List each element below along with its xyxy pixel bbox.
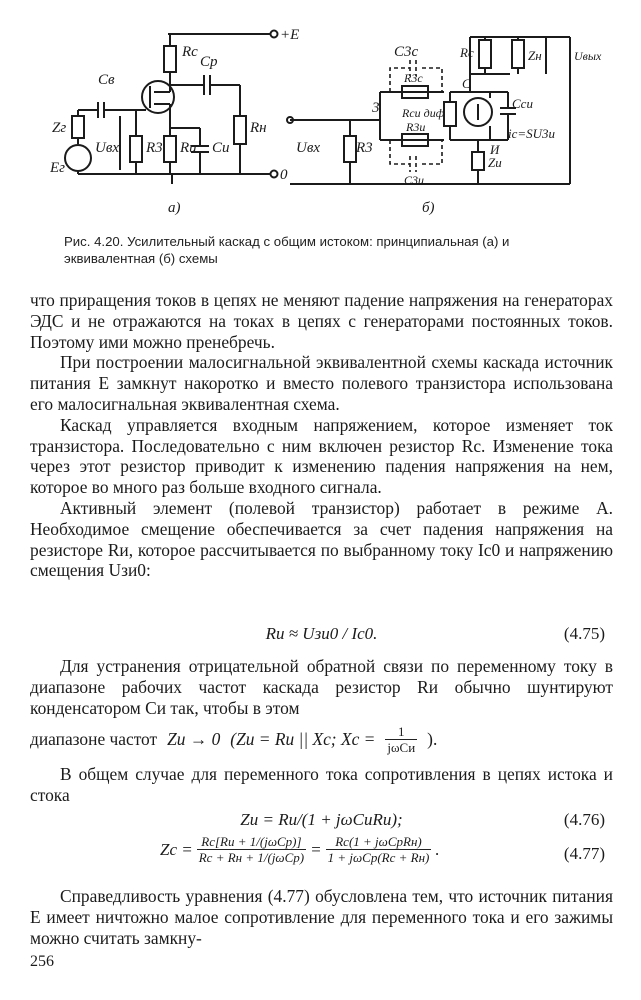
- eq-4-76-body: Zи = Rи/(1 + jωCиRи);: [240, 810, 403, 829]
- eq-4-77-f2-bot: 1 + jωCр(Rс + Rн): [327, 850, 430, 865]
- text-block-3: [30, 764, 613, 806]
- paragraph-2: При построении малосигнальной эквивалентной схемы каскада источник питания E замкнут накоротко и вместо полевого транзистора использована его малосигнальная эквивалентная схема.: [30, 352, 613, 414]
- equation-4-75: [30, 624, 613, 648]
- bypass-frac-bot: jωCи: [387, 740, 416, 755]
- label-plus-e: +E: [280, 27, 300, 43]
- paragraph-3: Каскад управляется входным напряжением, которое изменяет ток транзистора. Последовательно с ним включен резистор Rс. Изменение тока через этот резистор приводит к изменению падения напряжения на нем, которое во много раз больше входного сигнала.: [30, 414, 613, 498]
- caption-text: Рис. 4.20. Усилительный каскад с общим истоком: принципиальная (а) и эквивалентная (б) схемы: [64, 234, 510, 266]
- label-ri: Rи: [180, 140, 197, 156]
- label-zn: Zн: [528, 48, 542, 63]
- circuit-figure: [50, 12, 620, 217]
- text-block-4: [30, 886, 613, 948]
- bypass-expr2: (Zи = Rи || Xс; Xс =: [230, 729, 376, 750]
- text-block-1: [30, 290, 613, 581]
- label-cv: Cв: [98, 72, 115, 88]
- eq-4-76-number: (4.76): [563, 810, 605, 829]
- figure-caption: [64, 233, 584, 267]
- label-rc: Rс: [182, 44, 198, 60]
- bypass-lead: диапазоне частот: [30, 729, 158, 750]
- bypass-fraction: [385, 724, 417, 755]
- label-r3-b: R3: [356, 140, 373, 156]
- bypass-tail: ).: [427, 729, 438, 750]
- label-uvx: Uвх: [95, 140, 120, 156]
- label-node-i: И: [490, 142, 500, 157]
- eq-4-77-frac1: [197, 834, 306, 865]
- eq-4-77-number: (4.77): [563, 844, 605, 863]
- label-sub-b: б): [422, 200, 435, 216]
- eq-4-77-frac2: [326, 834, 432, 865]
- eq-4-75-number: (4.75): [563, 624, 605, 643]
- label-zi: Zи: [488, 155, 502, 170]
- label-rc-b: Rс: [460, 45, 474, 60]
- label-r3i: R3и: [406, 120, 426, 134]
- eq-4-77-mid: =: [310, 839, 322, 859]
- paragraph-4: Активный элемент (полевой транзистор) работает в режиме A. Необходимое смещение обеспечивается за счет падения напряжения на резисторе Rи, которое рассчитывается по выбранному току Iс0 и напряжению смещения Uзи0:: [30, 497, 613, 581]
- eq-4-77-f1-bot: Rс + Rн + 1/(jωCр): [198, 850, 305, 865]
- eq-4-77-end: .: [435, 839, 440, 859]
- label-uvyx: Uвых: [574, 49, 602, 63]
- label-cp: Cр: [200, 54, 218, 70]
- eq-4-77-body: [160, 834, 440, 865]
- label-rsi-dif: Rси диф: [402, 106, 445, 120]
- label-r3: R3: [146, 140, 163, 156]
- eq-4-77-lhs: Zс =: [160, 839, 193, 859]
- label-ci: Cи: [212, 140, 230, 156]
- label-node-c: С: [462, 76, 471, 91]
- label-sub-a: а): [168, 200, 181, 216]
- bypass-expr1: Zи → 0: [167, 729, 221, 750]
- eq-4-75-body: Rи ≈ Uзи0 / Iс0.: [265, 624, 378, 643]
- bypass-line: [30, 724, 613, 755]
- label-node3: 3: [372, 100, 380, 116]
- bypass-frac-top: 1: [385, 724, 417, 740]
- paragraph-general: В общем случае для переменного тока сопротивления в цепях истока и стока: [30, 764, 613, 805]
- paragraph-bypass: Для устранения отрицательной обратной связи по переменному току в диапазоне рабочих частот каскада резистор Rи обычно шунтируют конденсатором Cи так, чтобы в этом: [30, 656, 613, 718]
- eq-4-77-f1-top: Rс[Rи + 1/(jωCр)]: [197, 834, 306, 850]
- circuit-diagrams: [50, 12, 620, 217]
- label-rn: Rн: [250, 120, 267, 136]
- label-uvx-b: Uвх: [296, 140, 321, 156]
- label-c3c: C3с: [394, 44, 419, 60]
- paragraph-1: что приращения токов в цепях не меняют падение напряжения на генераторах ЭДС и не отражаются на токах в цепях с генераторами постоянных токов. Поэтому ими можно пренебречь.: [30, 290, 613, 352]
- label-csi: Cси: [512, 96, 533, 111]
- text-block-2: [30, 656, 613, 718]
- label-ic-eq: iс=SU3и: [508, 126, 556, 141]
- equation-4-76: [30, 810, 613, 834]
- label-eg: Eг: [50, 160, 66, 176]
- equation-4-77: [30, 834, 613, 878]
- page-number: 256: [30, 953, 54, 970]
- label-zg: Zг: [52, 120, 67, 136]
- label-c3i: C3и: [404, 173, 425, 187]
- eq-4-77-f2-top: Rс(1 + jωCрRн): [326, 834, 432, 850]
- label-zero: 0: [280, 167, 288, 183]
- paragraph-last: Справедливость уравнения (4.77) обусловлена тем, что источник питания E имеет ничтожно малое сопротивление для переменного тока и его зажимы можно считать замкну-: [30, 886, 613, 948]
- label-r3c: R3с: [404, 71, 423, 85]
